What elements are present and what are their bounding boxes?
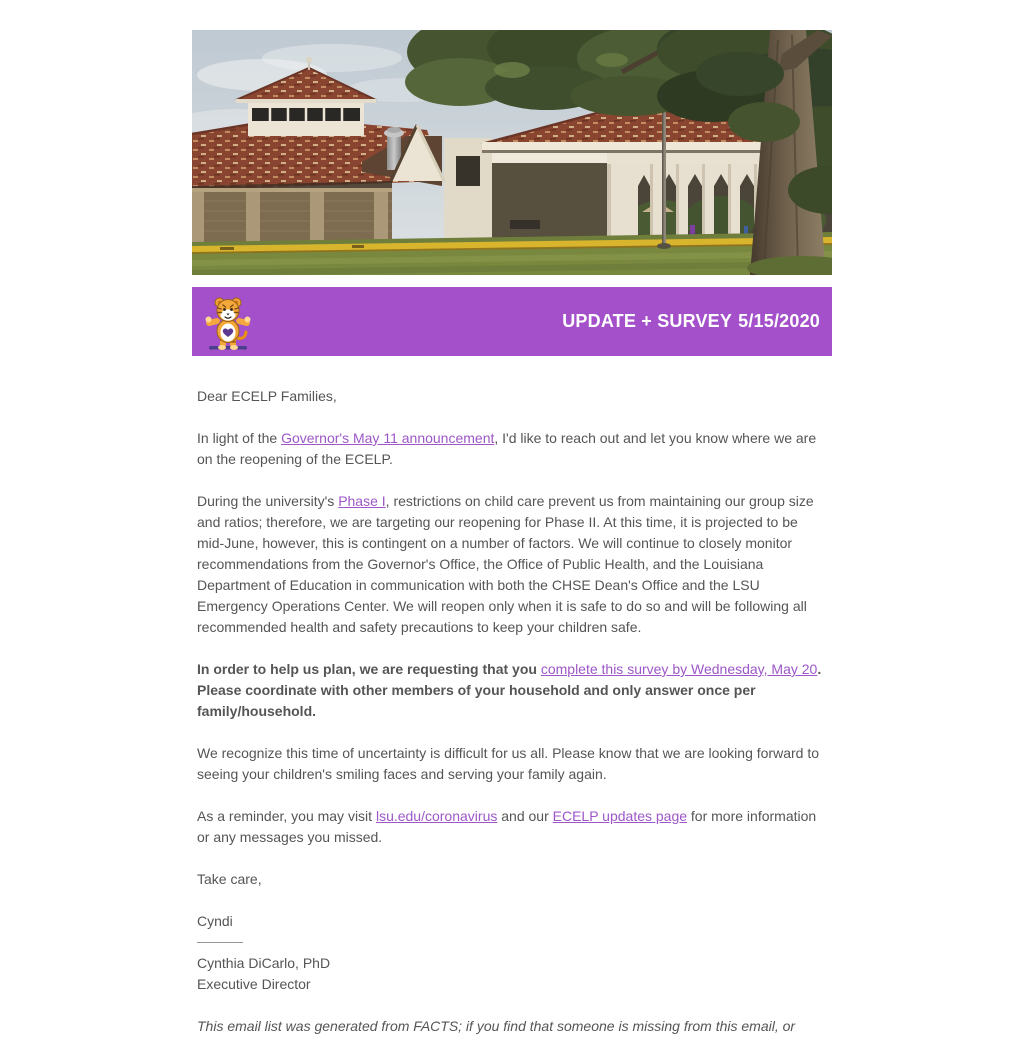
paragraph: We recognize this time of uncertainty is difficult for us all. Please know that we are looking forward to seeing your children's smiling faces and serving your family again. [197,745,820,782]
paragraph: Cynthia DiCarlo, PhD Executive Director [197,942,827,995]
tiger-mascot-icon [204,294,252,352]
link-lsu-coronavirus[interactable]: lsu.edu/coronavirus [375,808,498,824]
paragraph: During the university's Phase I, restrictions on child care prevent us from maintaining our group size and ratios; therefore, we are targeting our reopening for Phase II. At this time, it is projected to be mid-June, however, this is contingent on a number of factors. We will continue to closely monitor recommendations from the Governor's Office, the Office of Public Health, and the Louisiana Department of Education in communication with both the CHSE Dean's Office and the LSU Emergency Operations Center. We will reopen only when it is safe to do so and will be following all recommended health and safety precautions to keep your children safe. [197,493,814,635]
link-phase-1[interactable]: Phase I [338,493,386,509]
paragraph: This email list was generated from FACTS; if you find that someone is missing from this email, or [197,1018,796,1034]
email-body [192,356,832,1037]
header-banner [192,287,832,356]
link-governors-may-11-announcement[interactable]: Governor's May 11 announcement [281,430,495,446]
campus-photo-illustration [192,30,832,275]
link-complete-survey[interactable]: complete this survey by Wednesday, May 20 [540,661,818,677]
banner-date: 5/15/2020 [738,311,820,331]
white-gap [192,275,832,287]
banner-title [562,311,832,332]
paragraph: Cyndi [197,913,233,929]
paragraph: As a reminder, you may visit lsu.edu/coronavirus and our ECELP updates page for more information or any messages you missed. [197,808,817,845]
banner-title-text: UPDATE + SURVEY [562,311,733,331]
paragraph: In light of the Governor's May 11 announcement, I'd like to reach out and let you know where we are on the reopening of the ECELP. [197,430,817,467]
paragraph: In order to help us plan, we are requesting that you complete this survey by Wednesday, May 20. Please coordinate with other members of your household and only answer once per family/household. [197,661,822,719]
signature-divider [197,942,243,943]
link-ecelp-updates-page[interactable]: ECELP updates page [552,808,688,824]
paragraph: Dear ECELP Families, [197,388,337,404]
paragraph: Take care, [197,871,262,887]
email-newsletter [192,0,832,1037]
campus-photo-image [192,30,832,275]
